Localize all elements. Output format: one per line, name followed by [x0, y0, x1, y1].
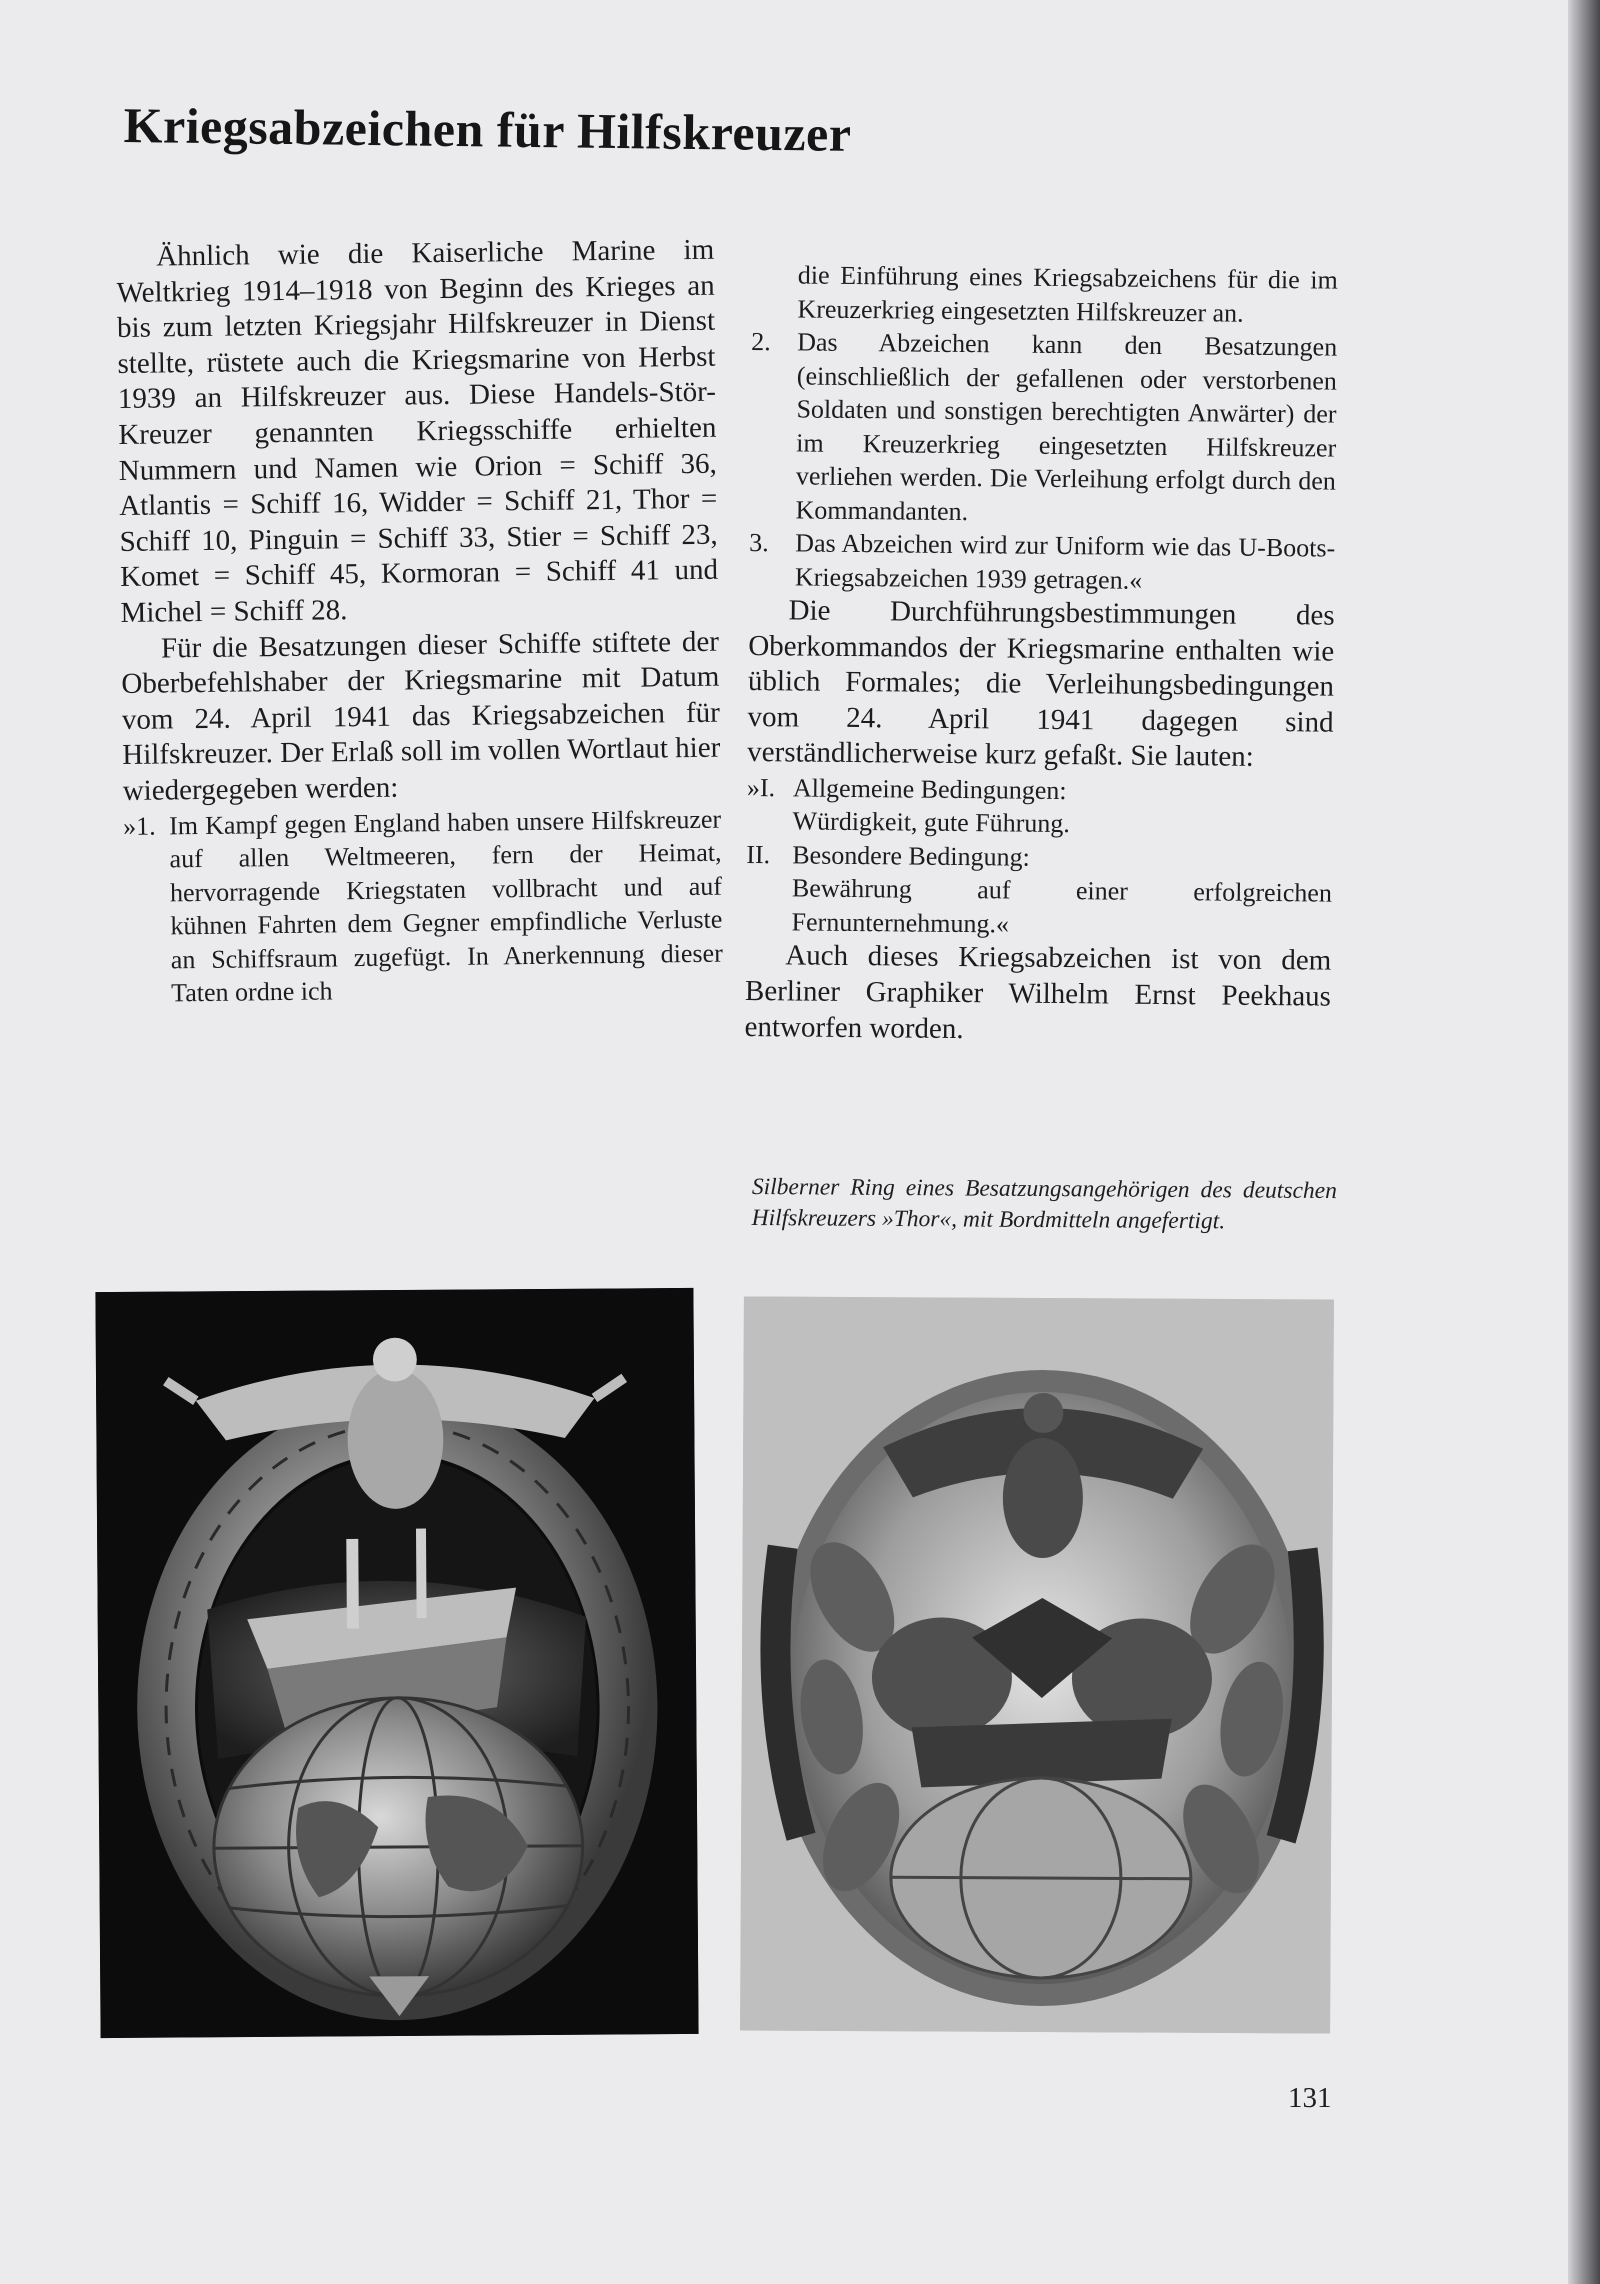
condition-title: Besondere Bedingung: — [792, 840, 1030, 872]
condition-1 — [746, 771, 1333, 844]
book-gutter-shadow — [1568, 0, 1600, 2284]
page-number: 131 — [1288, 2082, 1332, 2114]
badge-photo — [95, 1288, 698, 2038]
badge-illustration — [95, 1288, 698, 2038]
decree-item-2 — [749, 325, 1337, 532]
decree-item-text: Im Kampf gegen England haben unsere Hilfskreuzer auf allen Weltmeeren, fern der Heimat, hervorragende Kriegstaten vollbracht und auf kühnen Fahrten dem Gegner empfindliche Verluste an Schiffsraum zugefügt. In Anerkennung dieser Taten ordne ich — [168, 804, 723, 1008]
right-text-column — [744, 258, 1338, 1051]
decree-item-3 — [749, 526, 1336, 599]
photo-caption: Silberner Ring eines Besatzungsangehörigen des deutschen Hilfskreuzers »Thor«, mit Bordmitteln angefertigt. — [751, 1174, 1337, 1235]
ring-photo — [740, 1296, 1334, 2033]
condition-number: II. — [746, 839, 771, 870]
decree-item-1 — [123, 802, 723, 1010]
decree-item-text: Das Abzeichen kann den Besatzungen (einschließlich der gefallenen oder verstorbenen Soldaten und sonstigen berechtigten Anwärter) der im Kreuzerkrieg eingesetzten Hilfskreuzer verliehen werden. Die Verleihung erfolgt durch den Kommandanten. — [795, 327, 1338, 526]
decree-intro-paragraph: Für die Besatzungen dieser Schiffe stiftete der Oberbefehlshaber der Kriegsmarine mit Datum vom 24. April 1941 das Kriegsabzeichen für Hilfskreuzer. Der Erlaß soll im vollen Wortlaut hier wiedergegeben werden: — [121, 625, 721, 807]
decree-quote — [123, 802, 723, 1010]
condition-2 — [745, 838, 1332, 944]
decree-item-1-continued — [751, 258, 1338, 331]
decree-item-number: »1. — [122, 811, 156, 841]
condition-number: »I. — [746, 772, 776, 803]
page-title: Kriegsabzeichen für Hilfskreuzer — [123, 96, 852, 162]
left-text-column — [116, 233, 723, 1011]
decree-item-text: Das Abzeichen wird zur Uniform wie das U-Boots-Kriegsabzeichen 1939 getragen.« — [794, 528, 1336, 595]
intro-paragraph: Ähnlich wie die Kaiserliche Marine im Weltkrieg 1914–1918 von Beginn des Krieges an bis zum letzten Kriegsjahr Hilfskreuzer in Dienst stellte, rüstete auch die Kriegsmarine von Herbst 1939 an Hilfskreuzer aus. Diese Handels-Stör-Kreuzer genannten Kriegsschiffe erhielten Nummern und Namen wie Orion = Schiff 36, Atlantis = Schiff 16, Widder = Schiff 21, Thor = Schiff 10, Pinguin = Schiff 33, Stier = Schiff 23, Komet = Schiff 45, Kormoran = Schiff 41 und Michel = Schiff 28. — [116, 233, 719, 629]
condition-text: Bewährung auf einer erfolgreichen Fernunternehmung.« — [791, 873, 1333, 939]
regulations-paragraph: Die Durchführungsbestimmungen des Oberkommandos der Kriegsmarine enthalten wie üblich Formales; die Verleihungsbedingungen vom 24. April 1941 dagegen sind verständlicherweise kurz gefaßt. Sie lauten: — [747, 594, 1335, 774]
condition-text: Würdigkeit, gute Führung. — [792, 806, 1071, 839]
condition-title: Allgemeine Bedingungen: — [792, 773, 1067, 806]
decree-quote-continued — [749, 258, 1338, 599]
conditions-quote — [745, 771, 1333, 944]
designer-paragraph: Auch dieses Kriegsabzeichen ist von dem Berliner Graphiker Wilhelm Ernst Peekhaus entworfen worden. — [744, 939, 1332, 1045]
decree-item-number: 3. — [749, 527, 769, 558]
ring-illustration — [740, 1296, 1334, 2033]
decree-item-number: 2. — [751, 326, 771, 357]
decree-item-text: die Einführung eines Kriegsabzeichens für die im Kreuzerkrieg eingesetzten Hilfskreuzer an. — [797, 260, 1338, 328]
